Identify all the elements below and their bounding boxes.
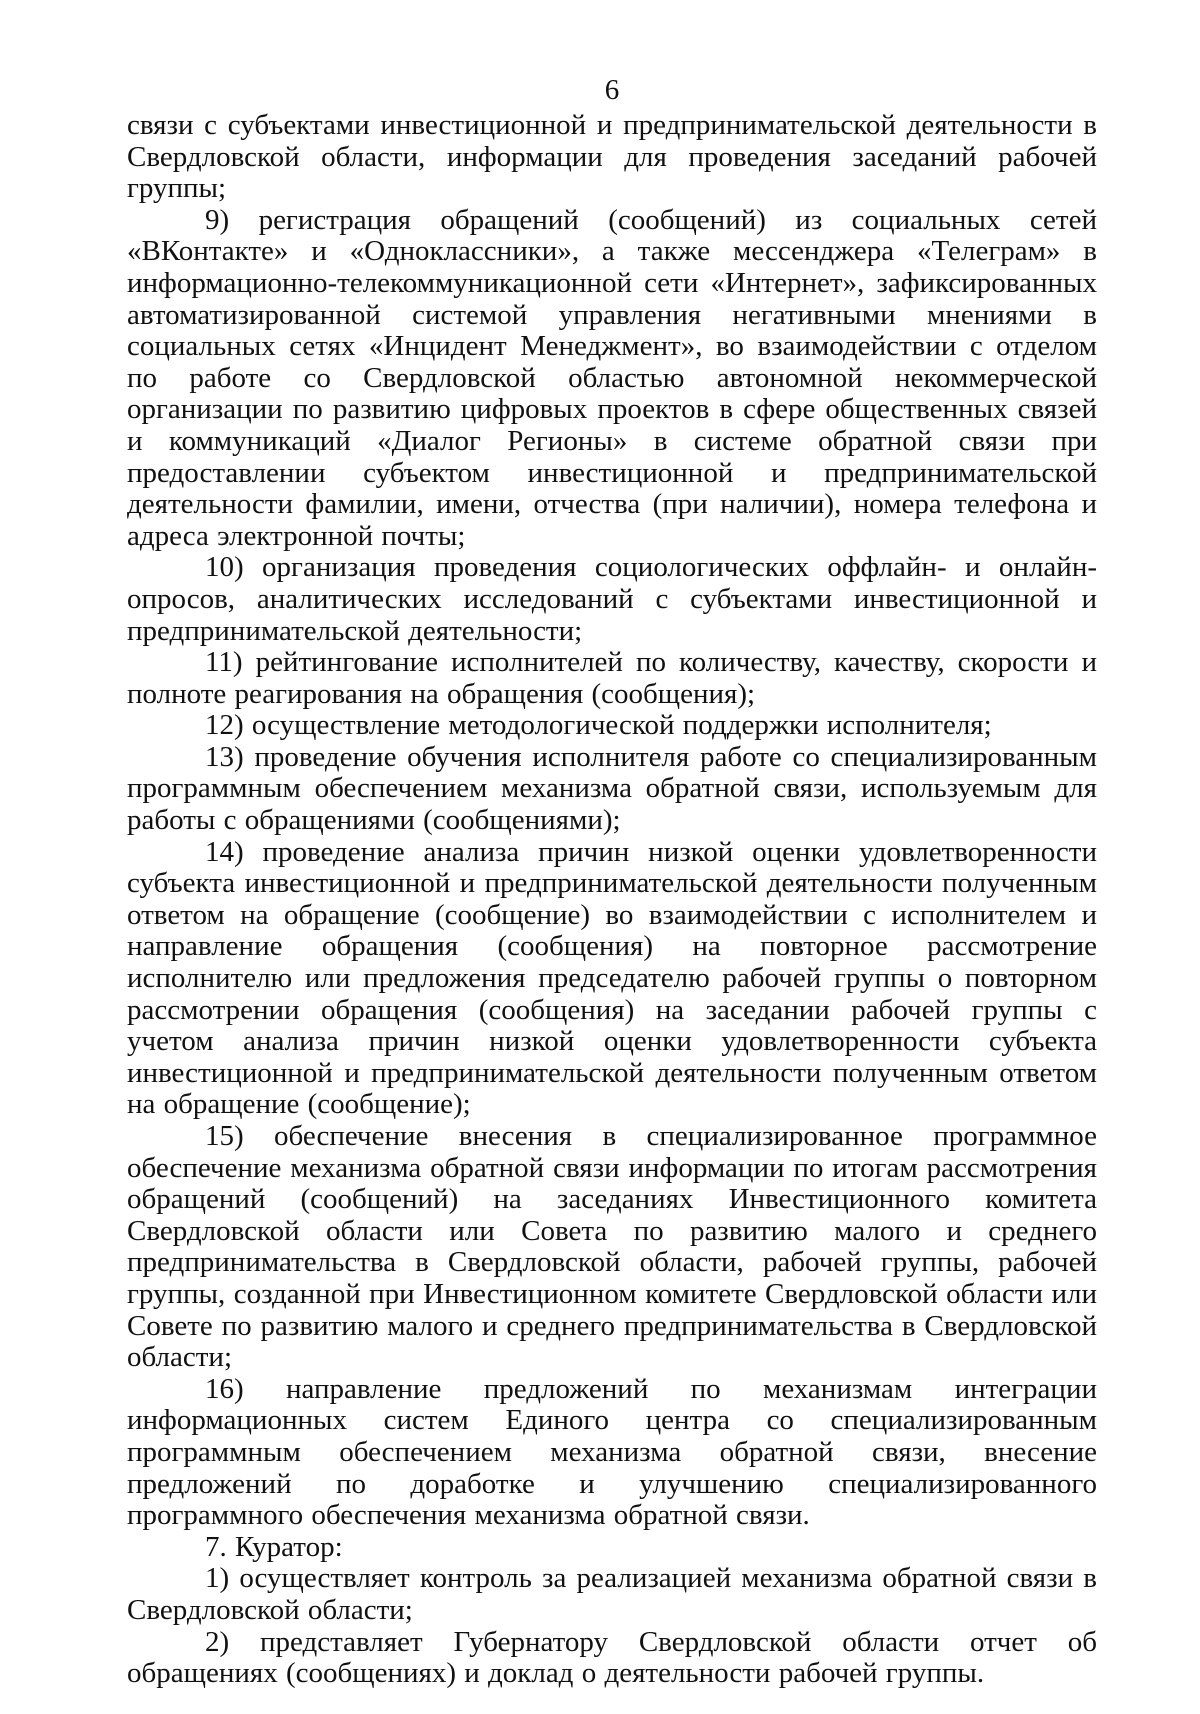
paragraph-item-12: 12) осуществление методологической поддержки исполнителя; bbox=[205, 709, 992, 742]
paragraph-item-10: 10) организация проведения социологических оффлайн- и онлайн-опросов, аналитических исследований с субъектами инвестиционной и предпринимательской деятельности; bbox=[127, 551, 1097, 647]
curator-item-2: 2) представляет Губернатору Свердловской области отчет об обращениях (сообщениях) и доклад о деятельности рабочей группы. bbox=[127, 1625, 1097, 1690]
paragraph-item-15: 15) обеспечение внесения в специализированное программное обеспечение механизма обратной связи информации по итогам рассмотрения обращений (сообщений) на заседаниях Инвестиционного комитета Свердловской области или Совета по развитию малого и среднего предпринимательства в Свердловской области, рабочей группы, рабочей группы, созданной при Инвестиционном комитете Свердловской области или Совете по развитию малого и среднего предпринимательства в Свердловской области; bbox=[127, 1120, 1097, 1374]
paragraph-item-16: 16) направление предложений по механизмам интеграции информационных систем Единого центра со специализированным программным обеспечением механизма обратной связи, внесение предложений по доработке и улучшению специализированного программного обеспечения механизма обратной связи. bbox=[127, 1372, 1097, 1532]
paragraph-item-14: 14) проведение анализа причин низкой оценки удовлетворенности субъекта инвестиционной и предпринимательской деятельности полученным ответом на обращение (сообщение) во взаимодействии с исполнителем и направление обращения (сообщения) на повторное рассмотрение исполнителю или предложения председателю рабочей группы о повторном рассмотрении обращения (сообщения) на заседании рабочей группы с учетом анализа причин низкой оценки удовлетворенности субъекта инвестиционной и предпринимательской деятельности полученным ответом на обращение (сообщение); bbox=[127, 835, 1097, 1121]
paragraph-item-11: 11) рейтингование исполнителей по количеству, качеству, скорости и полноте реагирования на обращения (сообщения); bbox=[127, 646, 1097, 710]
section-heading-curator: 7. Куратор: bbox=[205, 1530, 343, 1563]
curator-item-1: 1) осуществляет контроль за реализацией механизма обратной связи в Свердловской области; bbox=[127, 1562, 1097, 1626]
paragraph-continuation: связи с субъектами инвестиционной и предпринимательской деятельности в Свердловской области, информации для проведения заседаний рабочей группы; bbox=[127, 109, 1097, 205]
document-page bbox=[127, 70, 1097, 1690]
paragraph-item-9: 9) регистрация обращений (сообщений) из социальных сетей «ВКонтакте» и «Одноклассники», а также мессенджера «Телеграм» в информационно-телекоммуникационной сети «Интернет», зафиксированных автоматизированной системой управления негативными мнениями в социальных сетях «Инцидент Менеджмент», во взаимодействии с отделом по работе со Свердловской областью автономной некоммерческой организации по развитию цифровых проектов в сфере общественных связей и коммуникаций «Диалог Регионы» в системе обратной связи при предоставлении субъектом инвестиционной и предпринимательской деятельности фамилии, имени, отчества (при наличии), номера телефона и адреса электронной почты; bbox=[127, 203, 1097, 552]
page-number: 6 bbox=[604, 74, 620, 106]
paragraph-item-13: 13) проведение обучения исполнителя работе со специализированным программным обеспечением механизма обратной связи, используемым для работы с обращениями (сообщениями); bbox=[127, 740, 1097, 837]
